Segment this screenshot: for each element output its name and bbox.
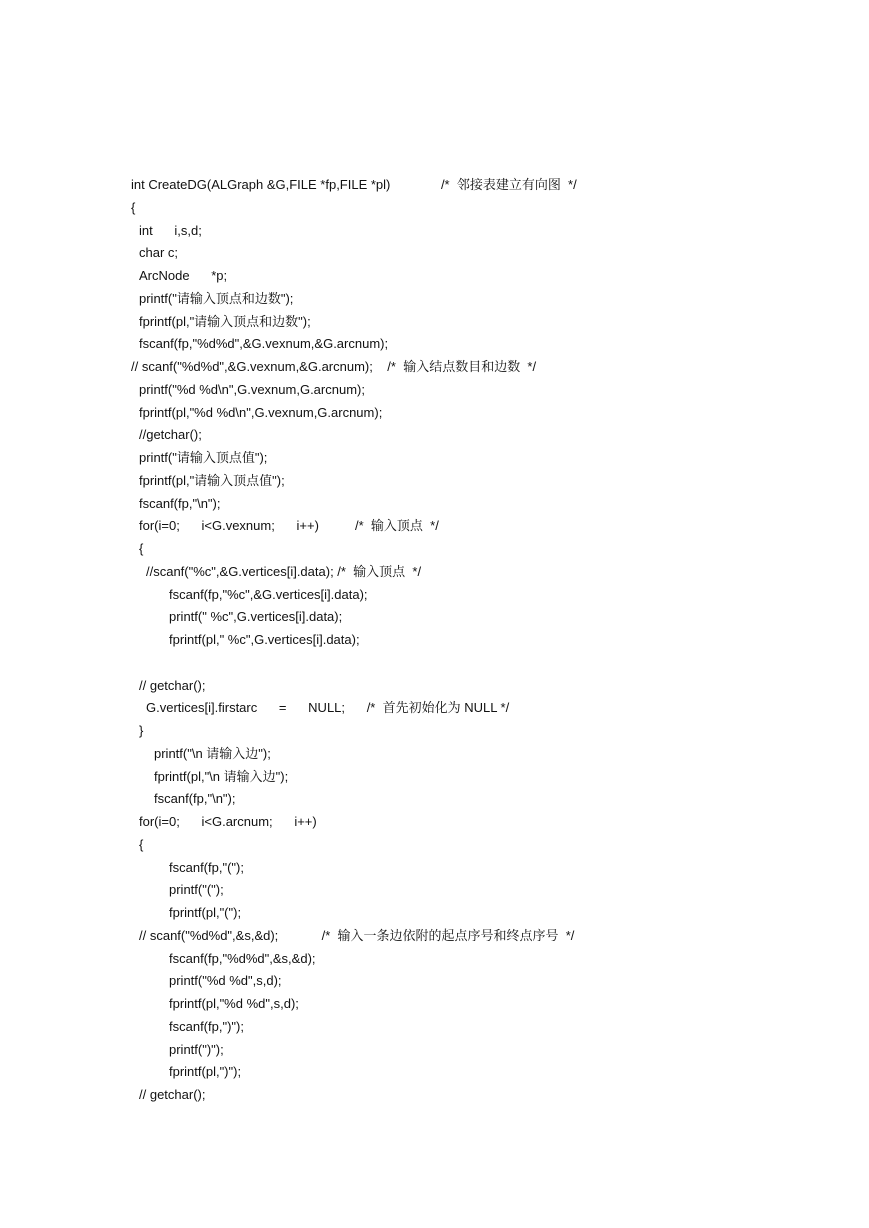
code-line: int i,s,d; [139,222,202,238]
code-line: fprintf(pl,"%d %d",s,d); [169,996,299,1011]
code-line: fprintf(pl,"请输入顶点和边数"); [139,313,311,329]
code-line: } [139,723,144,738]
code-line: fprintf(pl," %c",G.vertices[i].data); [169,632,360,647]
code-line: // scanf("%d%d",&G.vexnum,&G.arcnum); /* 输入结点数目和边数 */ [131,359,537,374]
code-line: printf("请输入顶点值"); [139,450,268,465]
code-listing [131,174,831,1107]
code-line: for(i=0; i<G.vexnum; i++) /* 输入顶点 */ [139,518,439,534]
code-line: printf("%d %d\n",G.vexnum,G.arcnum); [139,381,365,397]
code-line [131,652,831,675]
code-line: G.vertices[i].firstarc = NULL; /* 首先初始化为 NULL */ [146,700,510,716]
code-line: printf(")"); [169,1041,224,1057]
code-line: printf(" %c",G.vertices[i].data); [169,609,343,625]
code-line: char c; [139,245,179,261]
code-line: fscanf(fp,"\n"); [154,791,236,807]
code-line: fscanf(fp,"%d%d",&G.vexnum,&G.arcnum); [139,336,389,352]
code-line: // getchar(); [139,1087,206,1102]
code-line: fscanf(fp,"("); [169,859,244,875]
code-line: for(i=0; i<G.arcnum; i++) [139,814,317,829]
code-line: fprintf(pl,"%d %d\n",G.vexnum,G.arcnum); [139,404,383,420]
code-line: // scanf("%d%d",&s,&d); /* 输入一条边依附的起点序号和终点序号 */ [139,927,575,943]
code-line: { [131,199,136,215]
code-line: { [139,836,144,852]
code-line: int CreateDG(ALGraph &G,FILE *fp,FILE *pl) /* 邻接表建立有向图 */ [131,177,577,192]
code-line: { [139,541,144,556]
code-line: fprintf(pl,"("); [169,905,242,920]
code-line: fprintf(pl,"请输入顶点值"); [139,472,285,488]
code-line: printf("\n 请输入边"); [154,745,271,761]
code-line: printf("("); [169,882,224,898]
code-line: fscanf(fp,"%d%d",&s,&d); [169,950,316,966]
code-line: //scanf("%c",&G.vertices[i].data); /* 输入顶点 */ [146,563,422,579]
code-line: fprintf(pl,")"); [169,1064,242,1080]
code-line: fscanf(fp,")"); [169,1018,244,1034]
code-line: printf("%d %d",s,d); [169,973,282,989]
code-line: ArcNode *p; [139,268,228,283]
code-line: fscanf(fp,"%c",&G.vertices[i].data); [169,586,368,602]
code-line: fprintf(pl,"\n 请输入边"); [154,768,289,784]
code-line: //getchar(); [139,427,202,443]
code-line: fscanf(fp,"\n"); [139,495,221,511]
code-line: // getchar(); [139,677,206,693]
code-line: printf("请输入顶点和边数"); [139,290,294,306]
